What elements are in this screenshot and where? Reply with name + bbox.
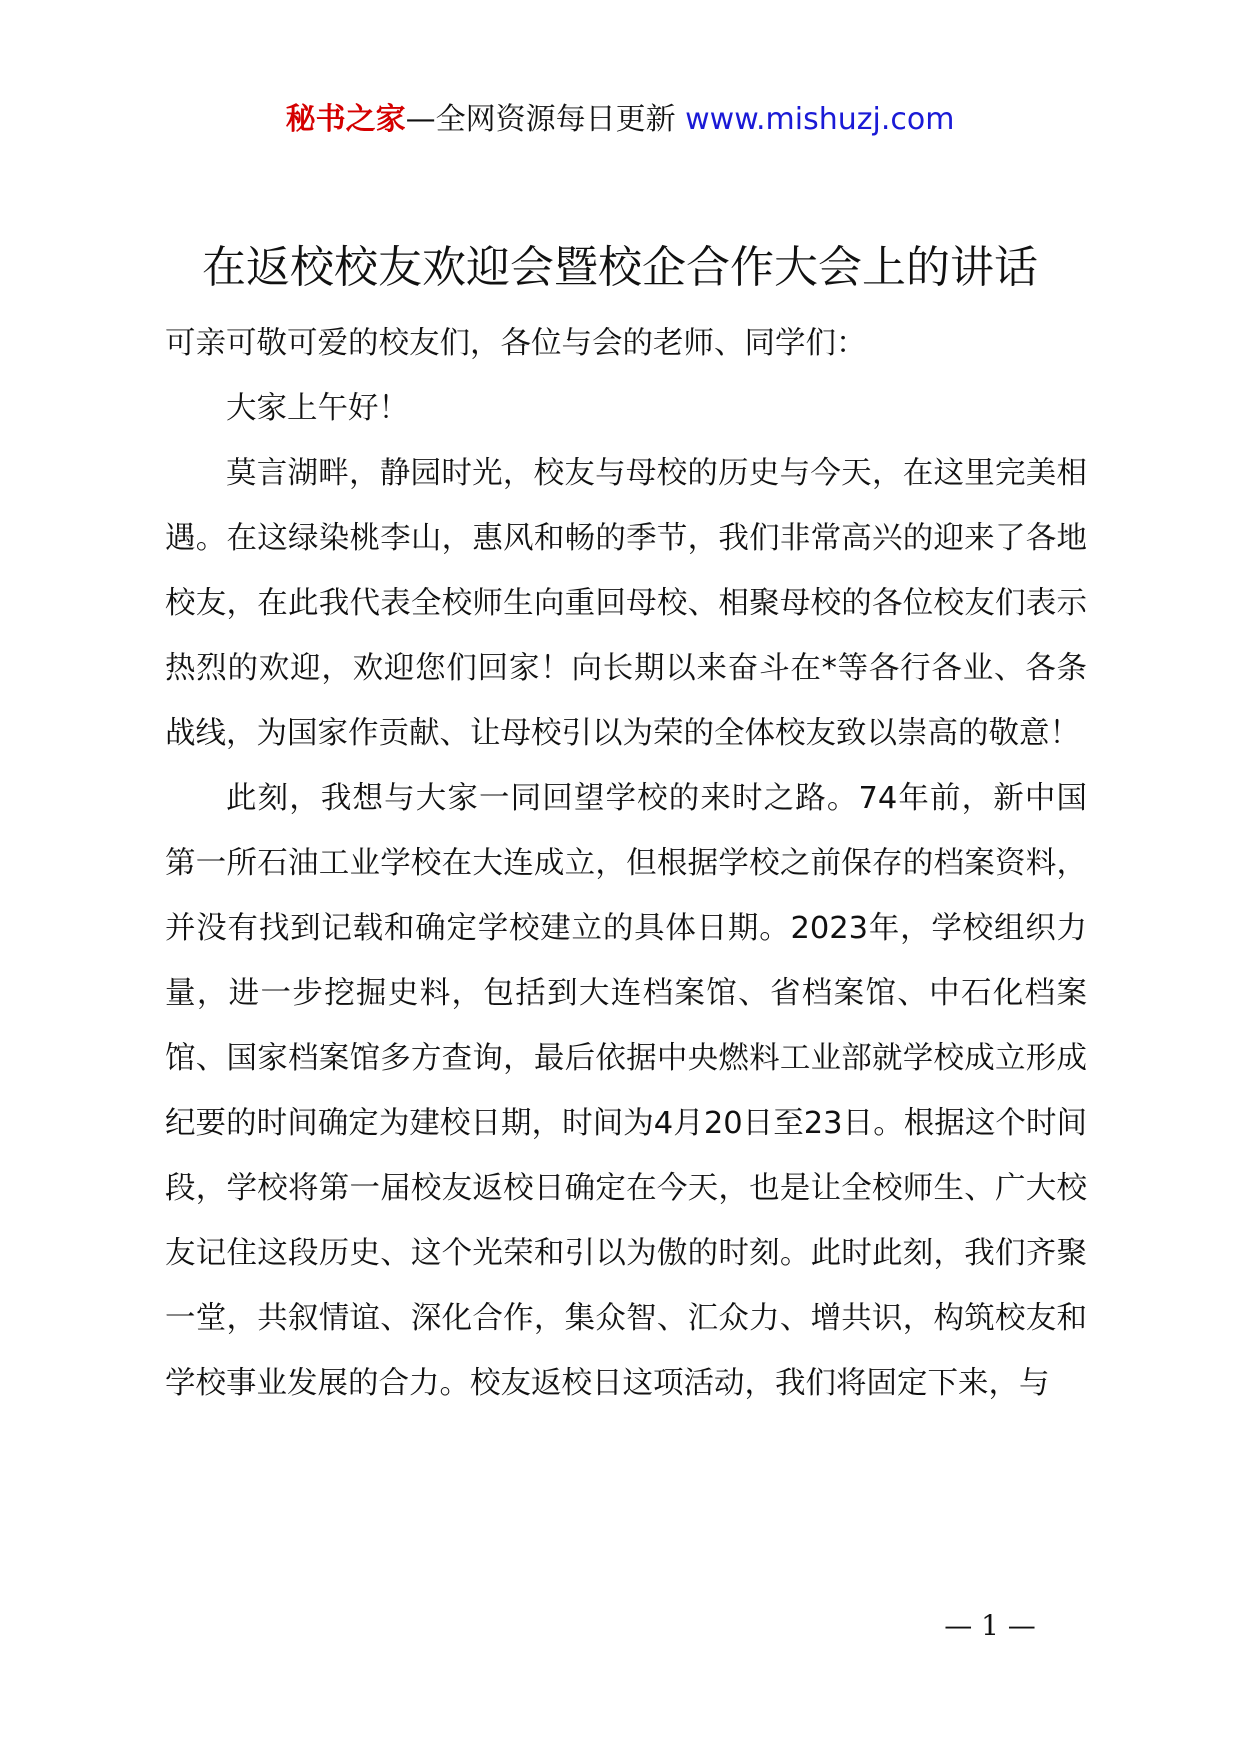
site-url[interactable]: www.mishuzj.com — [685, 102, 955, 137]
page-number: — 1 — — [944, 1609, 1036, 1642]
salutation: 可亲可敬可爱的校友们，各位与会的老师、同学们： — [165, 326, 867, 361]
brand-name: 秘书之家 — [285, 102, 406, 137]
paragraph-history: 此刻，我想与大家一同回望学校的来时之路。74年前，新中国第一所石油工业学校在大连成立，但根据学校之前保存的档案资料，并没有找到记载和确定学校建立的具体日期。2023年，学校组织力量，进一步挖掘史料，包括到大连档案馆、省档案馆、中石化档案馆、国家档案馆多方查询，最后依据中央燃料工业部就学校成立形成纪要的时间确定为建校日期，时间为4月20日至23日。根据这个时间段，学校将第一届校友返校日确定在今天，也是让全校师生、广大校友记住这段历史、这个光荣和引以为傲的时刻。此时此刻，我们齐聚一堂，共叙情谊、深化合作，集众智、汇众力、增共识，构筑校友和学校事业发展的合力。校友返校日这项活动，我们将固定下来，与 — [165, 781, 1087, 1401]
paragraph-welcome: 莫言湖畔，静园时光，校友与母校的历史与今天，在这里完美相遇。在这绿染桃李山，惠风和畅的季节，我们非常高兴的迎来了各地校友，在此我代表全校师生向重回母校、相聚母校的各位校友们表示热烈的欢迎，欢迎您们回家！向长期以来奋斗在*等各行各业、各条战线，为国家作贡献、让母校引以为荣的全体校友致以崇高的敬意！ — [165, 456, 1087, 751]
document-body — [165, 311, 1087, 1416]
document-title: 在返校校友欢迎会暨校企合作大会上的讲话 — [202, 242, 1038, 293]
header-slogan: —全网资源每日更新 — [405, 102, 676, 137]
site-header — [0, 100, 1240, 140]
paragraph-greeting: 大家上午好！ — [226, 391, 409, 426]
